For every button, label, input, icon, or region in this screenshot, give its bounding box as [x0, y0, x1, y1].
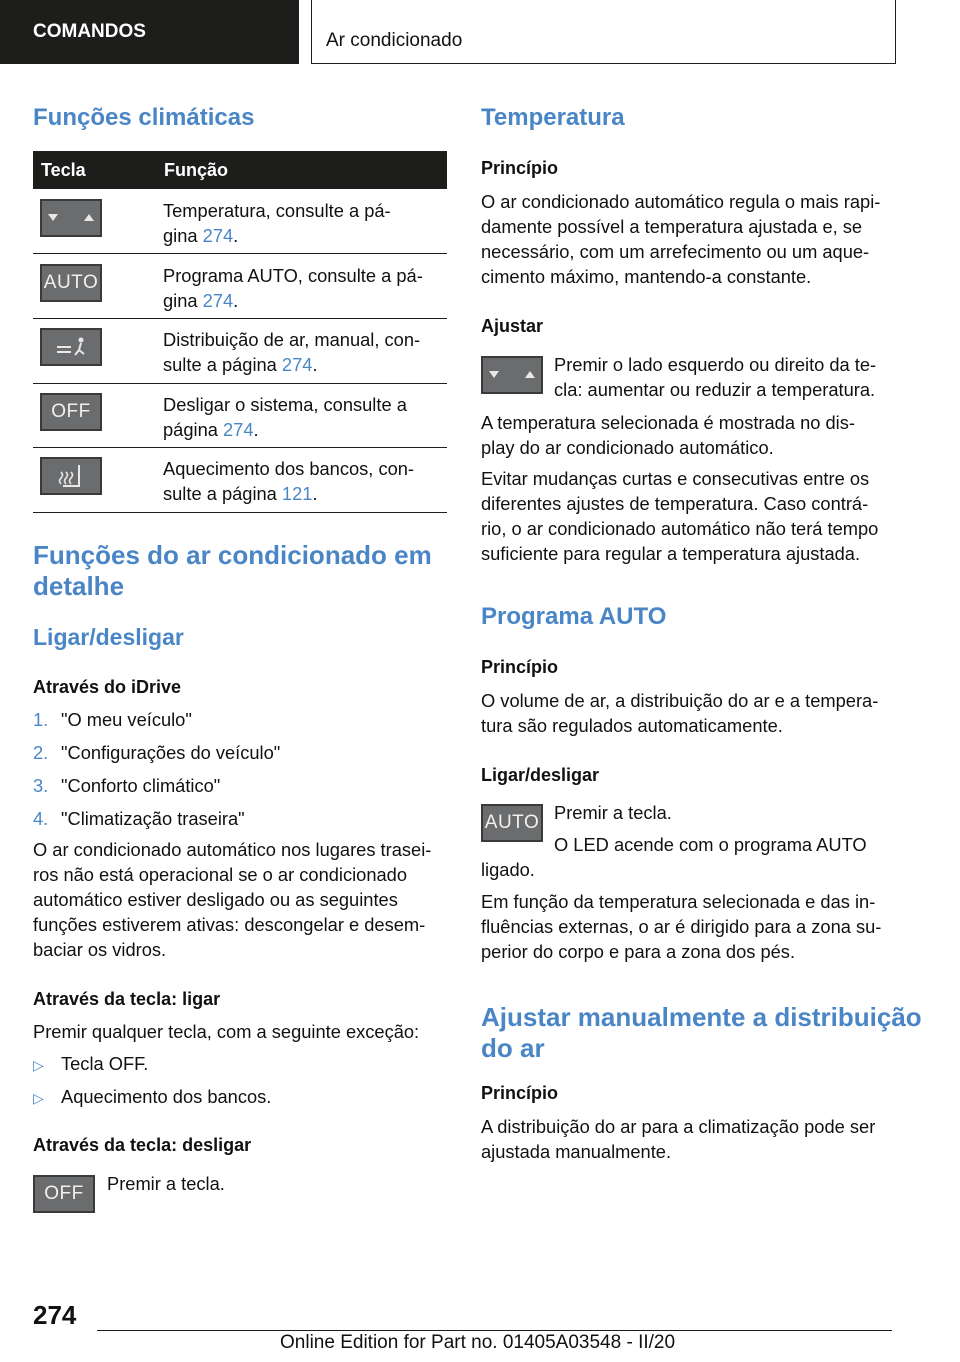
table-row: Programa AUTO, consulte a pá- gina 274. — [163, 265, 423, 311]
auto-button-icon: AUTO — [40, 264, 102, 302]
paragraph-press-any: Premir qualquer tecla, com a seguinte exceção: — [33, 1021, 420, 1042]
header-section: COMANDOS — [0, 0, 299, 64]
paragraph-avoid-changes: Evitar mudanças curtas e consecutivas entre os diferentes ajustes de temperatura. Caso contrá- rio, o ar condicionado automático não terá tempo suficiente para regular a temperatura ajustada. — [481, 468, 879, 564]
divider — [33, 447, 447, 448]
table-row: Temperatura, consulte a pá- gina 274. — [163, 200, 391, 246]
footer-edition: Online Edition for Part no. 01405A03548 - II/20 — [280, 1332, 676, 1353]
section-title-details: Funções do ar condicionado em detalhe — [33, 540, 432, 601]
idrive-steps — [33, 707, 280, 839]
col-key-header: Tecla — [41, 160, 86, 180]
page-number: 274 — [33, 1300, 77, 1330]
section-title-temperature: Temperatura — [481, 104, 625, 131]
table-row: Desligar o sistema, consulte a página 274. — [163, 394, 407, 440]
heading-principle: Princípio — [481, 158, 559, 178]
triangle-bullet-icon: ▷ — [33, 1090, 44, 1106]
list-item: 4. "Climatização traseira" — [33, 808, 245, 829]
off-button-icon: OFF — [40, 393, 102, 431]
section-title-climate-functions: Funções climáticas — [33, 104, 255, 131]
paragraph-led: O LED acende com o programa AUTO — [554, 834, 867, 855]
footer-divider — [97, 1330, 892, 1331]
header-chapter: Ar condicionado — [311, 0, 896, 64]
table-row: Aquecimento dos bancos, con- sulte a página 121. — [163, 458, 415, 504]
divider — [33, 512, 447, 513]
list-item: ▷ Aquecimento dos bancos. — [33, 1084, 271, 1117]
off-button-icon: OFF — [33, 1175, 95, 1213]
divider — [33, 253, 447, 254]
page-link[interactable]: 274 — [281, 354, 313, 375]
paragraph-auto: O volume de ar, a distribuição do ar e a tempera- tura são regulados automaticamente. — [481, 690, 879, 736]
col-function-header: Função — [164, 160, 229, 180]
triangle-bullet-icon: ▷ — [33, 1057, 44, 1073]
paragraph-rear-ac: O ar condicionado automático nos lugares trasei- ros não está operacional se o ar condicionado automático estiver desligado ou as seguintes funções estiverem ativas: descongelar e desem- baciar os vidros. — [33, 839, 432, 960]
list-item: ▷ Tecla OFF. — [33, 1051, 271, 1084]
list-item: 2. "Configurações do veículo" — [33, 742, 281, 763]
paragraph-led-cont: ligado. — [481, 859, 535, 880]
list-item: 1. "O meu veículo" — [33, 709, 192, 730]
section-title-manual-distribution: Ajustar manualmente a distribuição do ar — [481, 1002, 922, 1063]
list-item: 3. "Conforto climático" — [33, 775, 221, 796]
table-header — [33, 151, 447, 189]
section-title-auto-program: Programa AUTO — [481, 603, 667, 630]
page-link[interactable]: 121 — [281, 483, 313, 504]
divider — [33, 318, 447, 319]
paragraph-press-key: Premir a tecla. — [554, 802, 672, 823]
page-link[interactable]: 274 — [222, 419, 254, 440]
paragraph-temperature: O ar condicionado automático regula o mais rapi- damente possível a temperatura ajustada e, se necessário, com um arrefecimento ou um aque- cimento máximo, mantendo-a constante. — [481, 191, 881, 287]
air-distribution-icon — [40, 328, 102, 366]
paragraph-display: A temperatura selecionada é mostrada no dis- play do ar condicionado automático. — [481, 412, 855, 458]
bullet-list — [33, 1051, 271, 1117]
paragraph-air-direction: Em função da temperatura selecionada e das in- fluências externas, o ar é dirigido para a zona su- perior do corpo e para a zona dos pés. — [481, 891, 882, 962]
heading-principle: Princípio — [481, 1083, 559, 1103]
divider — [33, 383, 447, 384]
heading-principle: Princípio — [481, 657, 559, 677]
auto-button-icon: AUTO — [481, 804, 543, 842]
page-link[interactable]: 274 — [202, 290, 234, 311]
paragraph-adjust: Premir o lado esquerdo ou direito da te- cla: aumentar ou reduzir a temperatura. — [554, 354, 877, 400]
seat-heating-icon — [40, 457, 102, 495]
subsection-title-on-off: Ligar/desligar — [33, 624, 184, 650]
heading-on-off: Ligar/desligar — [481, 765, 600, 785]
table-row: Distribuição de ar, manual, con- sulte a página 274. — [163, 329, 421, 375]
heading-adjust: Ajustar — [481, 316, 544, 336]
heading-via-key-on: Através da tecla: ligar — [33, 989, 221, 1009]
heading-via-idrive: Através do iDrive — [33, 677, 182, 697]
heading-via-key-off: Através da tecla: desligar — [33, 1135, 252, 1155]
temperature-arrows-icon — [481, 356, 543, 394]
paragraph-press-key: Premir a tecla. — [107, 1173, 225, 1194]
temperature-arrows-icon — [40, 199, 102, 237]
page-link[interactable]: 274 — [202, 225, 234, 246]
paragraph-manual: A distribuição do ar para a climatização pode ser ajustada manualmente. — [481, 1116, 876, 1162]
